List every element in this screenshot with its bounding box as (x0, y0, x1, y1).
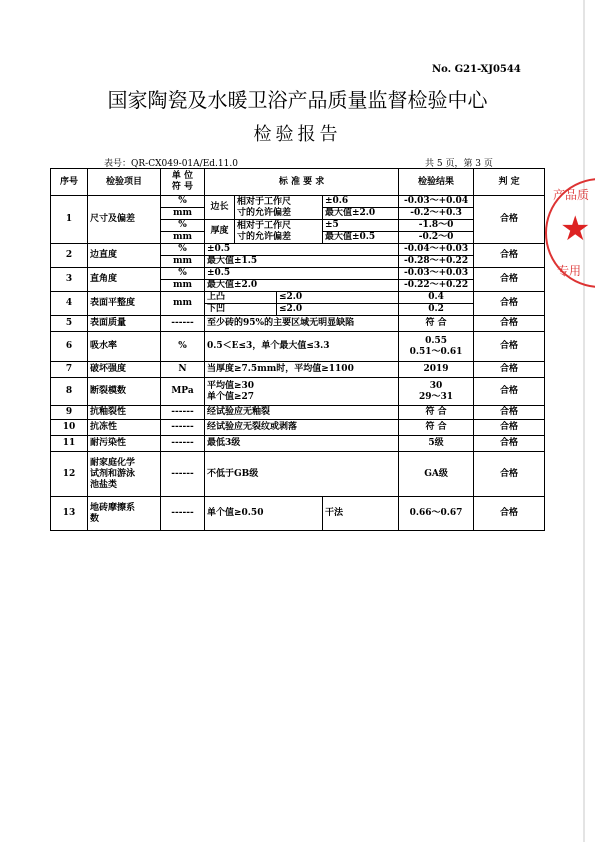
verdict: 合格 (474, 292, 545, 316)
requirement: 单个值≥0.50 (205, 497, 323, 531)
result: 5级 (399, 436, 474, 452)
row-unit: ------ (161, 420, 205, 436)
verdict: 合格 (474, 406, 545, 420)
result: -0.2～0 (399, 232, 474, 244)
result: 0.2 (399, 304, 474, 316)
row-unit: ------ (161, 406, 205, 420)
requirement: ≤2.0 (277, 304, 399, 316)
requirement: 相对于工作尺 寸的允许偏差 (235, 220, 323, 244)
row-no: 8 (51, 378, 88, 406)
row-unit: MPa (161, 378, 205, 406)
row-unit: ------ (161, 316, 205, 332)
row-no: 2 (51, 244, 88, 268)
requirement: 最大值±2.0 (205, 280, 399, 292)
verdict: 合格 (474, 316, 545, 332)
table-row (51, 406, 545, 420)
requirement: ±5 (323, 220, 399, 232)
report-table (50, 168, 545, 531)
verdict: 合格 (474, 362, 545, 378)
table-row (51, 316, 545, 332)
table-row (51, 452, 545, 497)
row-unit: ------ (161, 436, 205, 452)
table-row (51, 362, 545, 378)
requirement: 最大值±0.5 (323, 232, 399, 244)
row-item: 表面质量 (88, 316, 161, 332)
row-no: 12 (51, 452, 88, 497)
row-no: 5 (51, 316, 88, 332)
table-row (51, 292, 545, 304)
requirement: 当厚度≥7.5mm时，平均值≥1100 (205, 362, 399, 378)
verdict: 合格 (474, 378, 545, 406)
star-icon: ★ (560, 209, 591, 249)
row-item: 断裂模数 (88, 378, 161, 406)
sub-label: 上凸 (205, 292, 277, 304)
result: -0.22～+0.22 (399, 280, 474, 292)
row-item: 耐家庭化学 试剂和游泳 池盐类 (88, 452, 161, 497)
requirement: ±0.5 (205, 244, 399, 256)
table-row (51, 332, 545, 362)
seal-text-top: 产品质 (553, 188, 590, 202)
header-unit: 单 位 符 号 (161, 169, 205, 196)
seal-text-bottom: 专用 (557, 264, 582, 278)
requirement: 不低于GB级 (205, 452, 399, 497)
row-item: 抗冻性 (88, 420, 161, 436)
table-row (51, 378, 545, 406)
table-row (51, 420, 545, 436)
requirement: 平均值≥30 单个值≥27 (205, 378, 399, 406)
verdict: 合格 (474, 332, 545, 362)
header-no: 序号 (51, 169, 88, 196)
result: 0.66～0.67 (399, 497, 474, 531)
requirement: ±0.6 (323, 196, 399, 208)
row-unit: ------ (161, 452, 205, 497)
row-unit: mm (161, 256, 205, 268)
row-item: 抗釉裂性 (88, 406, 161, 420)
requirement: 至少砖的95%的主要区域无明显缺陷 (205, 316, 399, 332)
row-unit: mm (161, 232, 205, 244)
header-verdict: 判 定 (474, 169, 545, 196)
requirement: ≤2.0 (277, 292, 399, 304)
sub-label: 厚度 (205, 220, 235, 244)
result: 符 合 (399, 420, 474, 436)
row-item: 尺寸及偏差 (88, 196, 161, 244)
page-title: 国家陶瓷及水暖卫浴产品质量监督检验中心 (107, 88, 488, 112)
verdict: 合格 (474, 420, 545, 436)
table-row (51, 436, 545, 452)
verdict: 合格 (474, 244, 545, 268)
requirement: ±0.5 (205, 268, 399, 280)
doc-number: No. G21-XJ0544 (432, 64, 521, 75)
result: -0.2～+0.3 (399, 208, 474, 220)
result: -1.8～0 (399, 220, 474, 232)
requirement: 经试验应无釉裂 (205, 406, 399, 420)
verdict: 合格 (474, 436, 545, 452)
verdict: 合格 (474, 196, 545, 244)
sub-label: 边长 (205, 196, 235, 220)
row-unit: mm (161, 208, 205, 220)
requirement: 0.5＜E≤3，单个最大值≤3.3 (205, 332, 399, 362)
row-no: 1 (51, 196, 88, 244)
result: 符 合 (399, 406, 474, 420)
table-header-row (51, 169, 545, 196)
row-item: 吸水率 (88, 332, 161, 362)
row-no: 11 (51, 436, 88, 452)
requirement: 最大值±1.5 (205, 256, 399, 268)
row-no: 3 (51, 268, 88, 292)
result: -0.03～+0.04 (399, 196, 474, 208)
row-unit: % (161, 196, 205, 208)
row-unit: mm (161, 280, 205, 292)
result: 2019 (399, 362, 474, 378)
row-no: 13 (51, 497, 88, 531)
row-unit: N (161, 362, 205, 378)
table-row (51, 497, 545, 531)
test-condition: 干法 (323, 497, 399, 531)
page-info: 共 5 页，第 3 页 (425, 159, 493, 169)
result: 30 29～31 (399, 378, 474, 406)
requirement: 最大值±2.0 (323, 208, 399, 220)
row-no: 10 (51, 420, 88, 436)
verdict: 合格 (474, 497, 545, 531)
result: -0.28～+0.22 (399, 256, 474, 268)
table-row (51, 268, 545, 280)
row-unit: % (161, 332, 205, 362)
row-item: 表面平整度 (88, 292, 161, 316)
row-no: 9 (51, 406, 88, 420)
row-unit: ------ (161, 497, 205, 531)
row-item: 边直度 (88, 244, 161, 268)
row-unit: % (161, 244, 205, 256)
table-row (51, 244, 545, 256)
verdict: 合格 (474, 452, 545, 497)
row-item: 直角度 (88, 268, 161, 292)
page-subtitle: 检验报告 (253, 124, 342, 145)
result: GA级 (399, 452, 474, 497)
result: 0.55 0.51～0.61 (399, 332, 474, 362)
row-item: 破坏强度 (88, 362, 161, 378)
requirement: 经试验应无裂纹或剥落 (205, 420, 399, 436)
header-standard: 标 准 要 求 (205, 169, 399, 196)
row-no: 6 (51, 332, 88, 362)
header-result: 检验结果 (399, 169, 474, 196)
result: -0.04～+0.03 (399, 244, 474, 256)
row-unit: % (161, 220, 205, 232)
result: 符 合 (399, 316, 474, 332)
result: 0.4 (399, 292, 474, 304)
sub-label: 下凹 (205, 304, 277, 316)
row-item: 耐污染性 (88, 436, 161, 452)
row-unit: % (161, 268, 205, 280)
row-no: 4 (51, 292, 88, 316)
result: -0.03～+0.03 (399, 268, 474, 280)
header-item: 检验项目 (88, 169, 161, 196)
row-no: 7 (51, 362, 88, 378)
verdict: 合格 (474, 268, 545, 292)
table-row (51, 196, 545, 208)
form-number: 表号：QR-CX049-01A/Ed.11.0 (104, 159, 238, 169)
requirement: 最低3级 (205, 436, 399, 452)
row-unit: mm (161, 292, 205, 316)
requirement: 相对于工作尺 寸的允许偏差 (235, 196, 323, 220)
row-item: 地砖摩擦系 数 (88, 497, 161, 531)
